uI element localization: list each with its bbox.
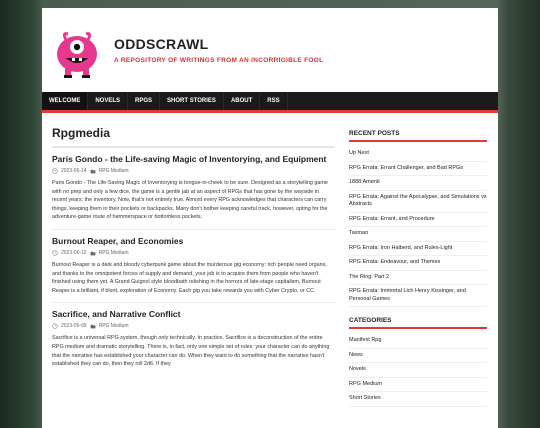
nav-item-rss[interactable]: RSS	[260, 92, 287, 110]
post-excerpt: Sacrifice is a universal RPG system, though only technically. In practice, Sacrifice is a deconstruction of the entire RPG medium and dramatic storytelling. There is, in fact, only one simple set of rules: your character can do anything that the narrative has established your character can do. When they want to do something that the narrative hasn't established they can do, then they roll 2d6. If they	[52, 335, 330, 368]
post-excerpt: Paris Gondo - The Life-Saving Magic of Inventorying is tongue-in-cheek to be sure. Designed as a storytelling game with no prep and only a few dice, the game is a gentle jab at an aspect of RPGs that has gone by the wayside in recent years: the inventory. Now, that's not entirely true. Almost every RPG acknowledges that characters can carry things, keeping them in their pockets or backpacks. Many don't bother keeping careful track, however, opting for the adventure-game route of hammerspace or bottomless pockets.	[52, 180, 328, 221]
categories-heading: CATEGORIES	[349, 317, 487, 329]
category-link[interactable]: Manifest Rpg	[349, 334, 487, 349]
recent-posts-list	[349, 147, 487, 307]
post-meta	[52, 168, 335, 174]
folder-icon	[90, 323, 96, 329]
categories-list	[349, 334, 487, 407]
nav-item-welcome[interactable]: WELCOME	[42, 92, 88, 110]
nav-item-short-stories[interactable]: SHORT STORIES	[160, 92, 224, 110]
post-date: 2023-06-09	[61, 323, 87, 330]
post-excerpt: Burnout Reaper is a dark and bloody cyberpunk game about the murderous gig economy: rich people need organs, and thanks to the omnipotent forces of supply and demand, your job is to acquire them from people who haven't finished using them yet. A Grand Guignol style bloodbath relishing in the horrors of late-stage capitalism, Burnout Reaper is a brilliant, if blunt, exploration of Economy. Each gig you take rewards you with Cyber Crypto, or CC.	[52, 261, 327, 294]
main-content	[52, 120, 335, 376]
site-tagline: A REPOSITORY OF WRITINGS FROM AN INCORRIGIBLE FOOL	[114, 57, 324, 64]
recent-post-link[interactable]: RPG Errata: Against the Apocalypse, and Simulations vs Abstracts	[349, 191, 487, 213]
clock-icon	[52, 168, 58, 174]
recent-posts-heading: RECENT POSTS	[349, 130, 487, 142]
post-category[interactable]: RPG Medium	[98, 249, 129, 256]
nav-item-rpgs[interactable]: RPGS	[128, 92, 160, 110]
post-item	[52, 309, 335, 375]
post-title[interactable]: Paris Gondo - the Life-saving Magic of Inventorying, and Equipment	[52, 154, 327, 164]
category-link[interactable]: Novels	[349, 363, 487, 378]
post-item	[52, 236, 335, 303]
site-header	[42, 8, 498, 92]
recent-post-link[interactable]: Taxman	[349, 227, 487, 242]
folder-icon	[90, 250, 96, 256]
page-title: Rpgmedia	[52, 126, 335, 148]
monster-logo-icon[interactable]	[52, 30, 102, 80]
post-title[interactable]: Burnout Reaper, and Economies	[52, 235, 184, 246]
clock-icon	[52, 250, 58, 256]
post-item	[52, 154, 335, 230]
recent-post-link[interactable]: RPG Errata: Iron Halberd, and Rules-Light	[349, 242, 487, 257]
page-container	[42, 8, 498, 428]
category-link[interactable]: Short Stories	[349, 392, 487, 407]
recent-post-link[interactable]: 1888 Amenti	[349, 176, 487, 191]
recent-post-link[interactable]: RPG Errata: Errant, and Procedure	[349, 213, 487, 228]
recent-post-link[interactable]: RPG Errata: Immortal Lich Henry Kissinger, and Personal Games	[349, 285, 487, 307]
post-title[interactable]: Sacrifice, and Narrative Conflict	[52, 309, 181, 320]
site-title[interactable]: ODDSCRAWL	[114, 36, 209, 52]
post-category[interactable]: RPG Medium	[98, 323, 129, 330]
post-date: 2023-06-12	[61, 249, 87, 256]
nav-item-novels[interactable]: NOVELS	[88, 92, 128, 110]
folder-icon	[90, 168, 96, 174]
recent-post-link[interactable]: Up Next	[349, 147, 487, 162]
post-date: 2023-06-14	[61, 168, 87, 174]
main-nav	[42, 92, 498, 113]
post-category[interactable]: RPG Medium	[98, 168, 129, 174]
post-meta	[52, 323, 335, 329]
recent-post-link[interactable]: RPG Errata: Endeavour, and Themes	[349, 256, 487, 271]
category-link[interactable]: RPG Medium	[349, 378, 487, 393]
recent-post-link[interactable]: The Ring: Part 2	[349, 271, 487, 286]
recent-post-link[interactable]: RPG Errata: Errant Challenger, and Bad RPGs	[349, 162, 487, 177]
sidebar	[349, 120, 487, 407]
category-link[interactable]: News	[349, 349, 487, 364]
clock-icon	[52, 323, 58, 329]
nav-item-about[interactable]: ABOUT	[224, 92, 260, 110]
post-meta	[52, 250, 335, 256]
